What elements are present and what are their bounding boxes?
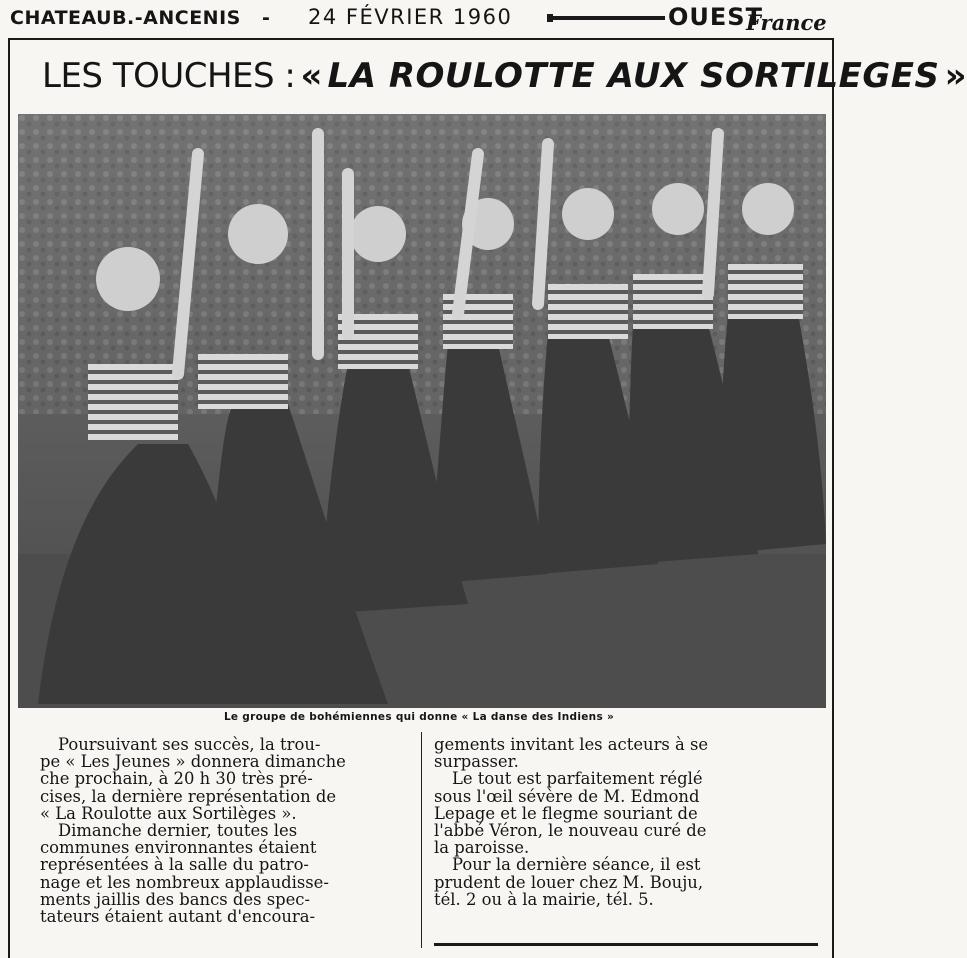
article-headline xyxy=(42,56,967,106)
header-divider xyxy=(8,38,834,40)
logo-ouest: OUEST xyxy=(668,3,763,31)
issue-date: 24 FÉVRIER 1960 xyxy=(308,5,513,29)
headline-title: LA ROULOTTE AUX SORTILEGES xyxy=(327,56,940,96)
article-end-rule xyxy=(434,943,818,946)
frame-left-rule xyxy=(8,40,10,958)
article-column-right xyxy=(434,736,818,908)
body-line: représentées à la salle du patro- xyxy=(40,855,309,875)
body-line: communes environnantes étaient xyxy=(40,838,317,858)
body-line: Lepage et le flegme souriant de xyxy=(434,803,698,823)
body-line: « La Roulotte aux Sortilèges ». xyxy=(40,803,297,823)
headline-quote-close: » xyxy=(944,56,967,96)
body-line: Le tout est parfaitement réglé xyxy=(452,769,703,789)
body-line: gements invitant les acteurs à se xyxy=(434,735,709,754)
header-rule xyxy=(547,16,665,20)
article-photo xyxy=(18,114,826,708)
section-label: CHATEAUB.-ANCENIS xyxy=(10,7,241,29)
page-header xyxy=(0,0,838,38)
body-line: sous l'œil sévère de M. Edmond xyxy=(434,786,700,806)
body-line: la paroisse. xyxy=(434,838,530,858)
body-line: surpasser. xyxy=(434,752,519,772)
headline-location: LES TOUCHES : xyxy=(42,56,296,96)
body-line: Poursuivant ses succès, la trou- xyxy=(58,735,321,754)
column-divider xyxy=(421,732,422,948)
header-separator: - xyxy=(262,7,270,29)
body-line: prudent de louer chez M. Bouju, xyxy=(434,872,704,892)
photo-caption: Le groupe de bohémiennes qui donne « La danse des Indiens » xyxy=(223,711,615,723)
body-line: nage et les nombreux applaudisse- xyxy=(40,872,329,892)
body-line: pe « Les Jeunes » donnera dimanche xyxy=(40,752,346,772)
body-line: l'abbé Véron, le nouveau curé de xyxy=(434,821,707,841)
body-line: tateurs étaient autant d'encoura- xyxy=(40,907,316,927)
logo-france: France xyxy=(746,10,827,35)
article-column-left xyxy=(40,736,404,925)
photo-illustration xyxy=(18,114,826,708)
body-line: Dimanche dernier, toutes les xyxy=(58,821,298,841)
body-line: tél. 2 ou à la mairie, tél. 5. xyxy=(434,889,654,909)
body-line: cises, la dernière représentation de xyxy=(40,786,337,806)
body-line: Pour la dernière séance, il est xyxy=(452,855,701,875)
body-line: che prochain, à 20 h 30 très pré- xyxy=(40,769,313,789)
frame-right-rule xyxy=(832,40,834,958)
newspaper-logo xyxy=(668,3,834,35)
body-line: ments jaillis des bancs des spec- xyxy=(40,889,311,909)
headline-quote-open: « xyxy=(300,56,323,96)
